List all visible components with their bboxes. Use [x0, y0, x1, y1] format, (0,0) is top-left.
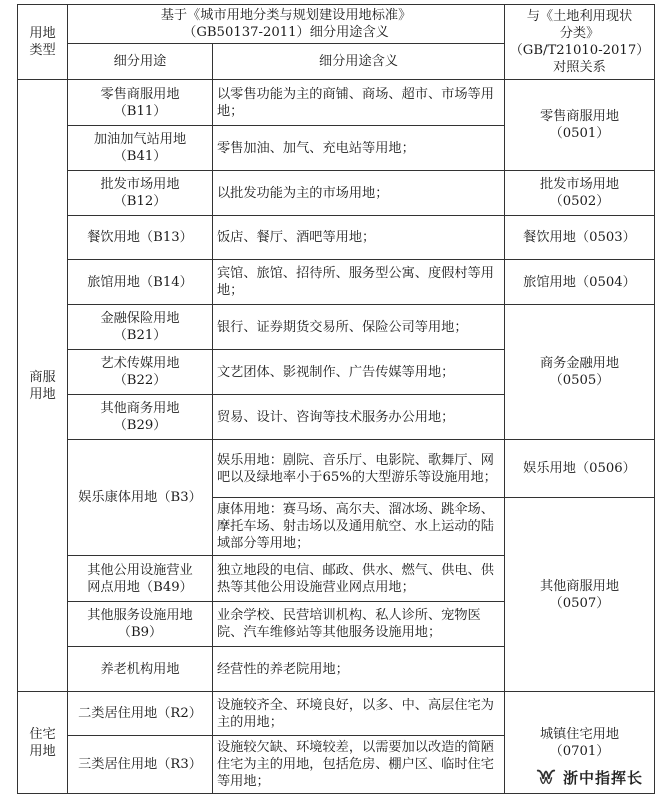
- row-meaning: 以批发功能为主的市场用地；: [213, 171, 505, 216]
- group-commercial: 商服 用地: [18, 80, 68, 692]
- row-use: 养老机构用地: [68, 647, 213, 692]
- row-meaning: 设施较欠缺、环境较差，以需要加以改造的简陋住宅为主的用地，包括危房、棚户区、临时住宅等用地；: [213, 736, 505, 794]
- group-residential: 住宅 用地: [18, 692, 68, 794]
- row-meaning: 饭店、餐厅、酒吧等用地；: [213, 216, 505, 260]
- row-meaning: 以零售功能为主的商铺、商场、超市、市场等用地；: [213, 80, 505, 126]
- row-use: 零售商服用地 （B11）: [68, 80, 213, 126]
- row-meaning: 贸易、设计、咨询等技术服务办公用地；: [213, 395, 505, 440]
- header-sub-use: 细分用途: [68, 44, 213, 80]
- compare-urban-residential: 城镇住宅用地 （0701）: [505, 692, 655, 794]
- row-meaning: 设施较齐全、环境良好，以多、中、高层住宅为主的用地；: [213, 692, 505, 736]
- row-meaning: 业余学校、民营培训机构、私人诊所、宠物医院、汽车维修站等其他服务设施用地；: [213, 602, 505, 647]
- header-land-type: 用地 类型: [18, 5, 68, 80]
- compare-hotel: 旅馆用地（0504）: [505, 260, 655, 305]
- row-use: 其他商务用地 （B29）: [68, 395, 213, 440]
- wechat-channel-icon: [535, 766, 557, 788]
- row-use: 其他服务设施用地 （B9）: [68, 602, 213, 647]
- row-meaning: 银行、证券期货交易所、保险公司等用地；: [213, 305, 505, 350]
- compare-entertainment: 娱乐用地（0506）: [505, 440, 655, 498]
- row-meaning: 娱乐用地：剧院、音乐厅、电影院、歌舞厅、网吧以及绿地率小于65%的大型游乐等设施用地；: [213, 440, 505, 498]
- row-use: 艺术传媒用地 （B22）: [68, 350, 213, 395]
- row-use: 三类居住用地（R3）: [68, 736, 213, 794]
- row-use: 二类居住用地（R2）: [68, 692, 213, 736]
- compare-wholesale: 批发市场用地 （0502）: [505, 171, 655, 216]
- row-meaning: 文艺团体、影视制作、广告传媒等用地；: [213, 350, 505, 395]
- row-meaning: 康体用地：赛马场、高尔夫、溜冰场、跳伞场、摩托车场、射击场以及通用航空、水上运动的陆域部分等用地；: [213, 498, 505, 556]
- compare-catering: 餐饮用地（0503）: [505, 216, 655, 260]
- row-use: 其他公用设施营业 网点用地（B49）: [68, 556, 213, 602]
- header-compare: 与《土地利用现状 分类》 （GB/T21010-2017） 对照关系: [505, 5, 655, 80]
- row-meaning: 宾馆、旅馆、招待所、服务型公寓、度假村等用地；: [213, 260, 505, 305]
- row-use: 餐饮用地（B13）: [68, 216, 213, 260]
- row-use: 批发市场用地 （B12）: [68, 171, 213, 216]
- row-meaning: 零售加油、加气、充电站等用地；: [213, 126, 505, 171]
- header-sub-meaning: 细分用途含义: [213, 44, 505, 80]
- compare-other-commercial: 其他商服用地 （0507）: [505, 498, 655, 692]
- row-use: 金融保险用地 （B21）: [68, 305, 213, 350]
- watermark-text: 浙中指挥长: [562, 768, 643, 787]
- row-use: 加油加气站用地 （B41）: [68, 126, 213, 171]
- header-gb-standard: 基于《城市用地分类与规划建设用地标准》 （GB50137-2011）细分用途含义: [68, 5, 505, 44]
- row-meaning: 经营性的养老院用地；: [213, 647, 505, 692]
- land-use-table: [17, 4, 655, 794]
- compare-retail: 零售商服用地 （0501）: [505, 80, 655, 171]
- row-use: 旅馆用地（B14）: [68, 260, 213, 305]
- row-meaning: 独立地段的电信、邮政、供水、燃气、供电、供热等其他公用设施营业网点用地；: [213, 556, 505, 602]
- watermark: [531, 764, 647, 790]
- compare-finance: 商务金融用地 （0505）: [505, 305, 655, 440]
- row-use: 娱乐康体用地（B3）: [68, 440, 213, 556]
